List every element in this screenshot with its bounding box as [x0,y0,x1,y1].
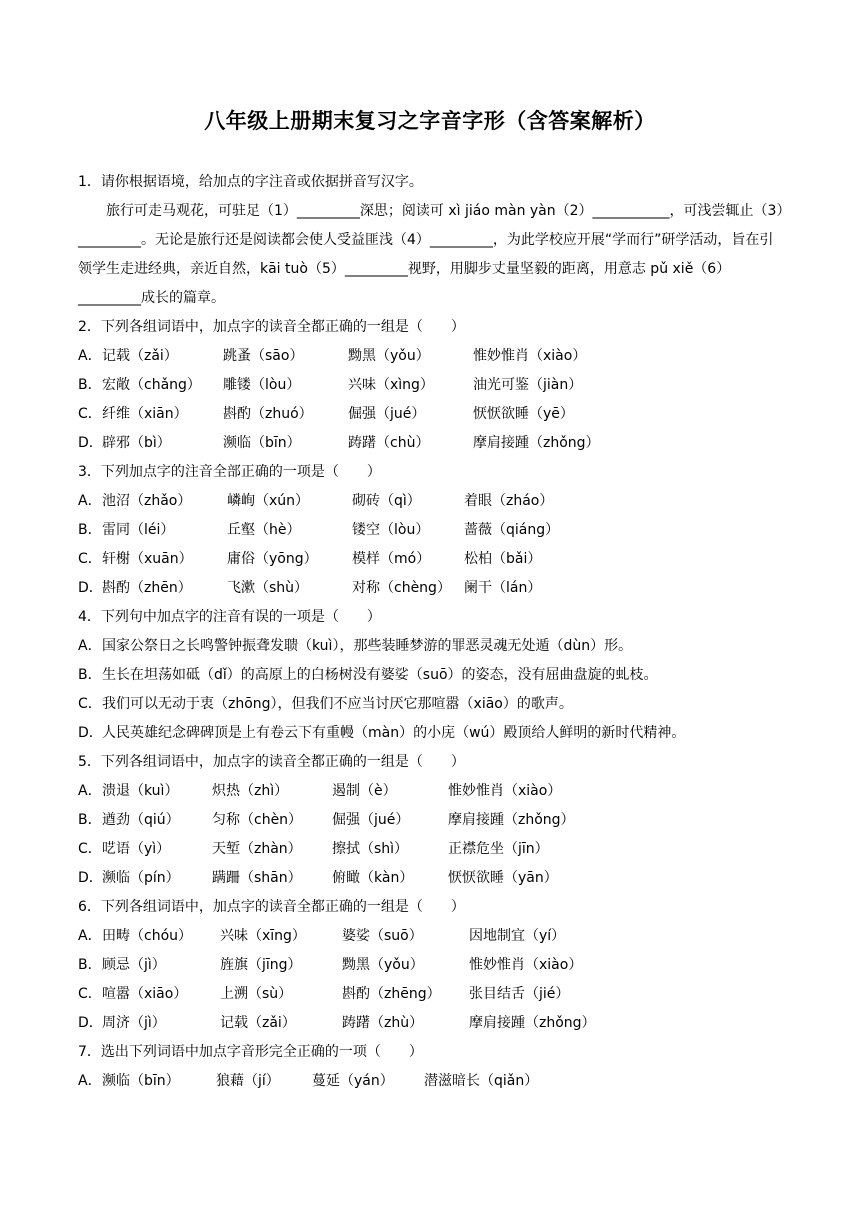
word-item: 跳蚤（sāo） [223,348,304,364]
q4-option-b [78,661,784,690]
word-item: 记载（zǎi） [220,1015,296,1031]
option-label: C． [78,551,102,567]
word-item: 喧嚣（xiāo） [102,986,188,1002]
word-item: 惟妙惟肖（xiào） [448,783,562,799]
word-item: 倔强（jué） [348,406,426,422]
word-item: 池沼（zhǎo） [102,493,192,509]
option-label: D． [78,725,103,741]
word-item: 辟邪（bì） [102,435,171,451]
word-item: 恹恹欲睡（yē） [473,406,574,422]
word-item: 摩肩接踵（zhǒng） [469,1015,596,1031]
word-item: 婆娑（suō） [342,928,423,944]
q7-option-a [78,1067,784,1096]
word-item: 松柏（bǎi） [464,551,542,567]
word-item: 俯瞰（kàn） [332,870,414,886]
word-item: 蔷薇（qiáng） [464,522,560,538]
q2-option-a [78,342,784,371]
word-item: 正襟危坐（jīn） [448,841,549,857]
word-item: 濒临（bīn） [223,435,301,451]
q1-paragraph: 旅行可走马观花，可驻足（1）_________深思；阅读可 xì jiáo màn yàn（2）___________，可浅尝辄止（3）_________。无论是旅行还是阅读都会使人受益匪浅（4）_________，为此学校应开展“学而行”研学活动，旨在引领学生走进经典，亲近自然，kāi tuò（5）_________视野，用脚步丈量坚毅的距离，用意志 pǔ xiě（6）_________成长的篇章。 [78,203,784,306]
word-item: 遏制（è） [332,783,397,799]
word-item: 踌躇（zhù） [342,1015,424,1031]
q2-option-d [78,429,784,458]
sentence-text: 人民英雄纪念碑碑顶是上有卷云下有重幔（màn）的小庑（wú）殿顶给人鲜明的新时代精神。 [102,725,686,741]
option-label: A． [78,348,102,364]
word-item: 炽热（zhì） [212,783,289,799]
word-item: 呓语（yì） [102,841,171,857]
word-item: 上溯（sù） [220,986,293,1002]
option-label: A． [78,493,102,509]
word-item: 庸俗（yōng） [227,551,318,567]
word-item: 倔强（jué） [332,812,410,828]
q5-stem: 5．下列各组词语中，加点字的读音全都正确的一组是（ ） [78,754,465,770]
q4-option-a [78,632,784,661]
option-label: C． [78,696,102,712]
q6-option-c [78,980,784,1009]
word-item: 黝黑（yǒu） [348,348,430,364]
word-item: 潜滋暗长（qiǎn） [424,1073,539,1089]
q2-stem: 2．下列各组词语中，加点字的读音全都正确的一组是（ ） [78,319,465,335]
option-label: B． [78,957,102,973]
option-label: C． [78,406,102,422]
word-item: 擦拭（shì） [332,841,409,857]
word-item: 踌躇（chù） [348,435,430,451]
q3-option-d [78,574,784,603]
word-item: 张目结舌（jié） [469,986,570,1002]
sentence-text: 国家公祭日之长鸣警钟振聋发聩（kuì），那些装睡梦游的罪恶灵魂无处遁（dùn）形。 [102,638,633,654]
option-label: A． [78,783,102,799]
word-item: 阑干（lán） [464,580,542,596]
q4-stem: 4．下列句中加点字的注音有误的一项是（ ） [78,609,381,625]
q4-option-d [78,719,784,748]
option-label: D． [78,435,103,451]
q3-option-c [78,545,784,574]
option-label: D． [78,1015,103,1031]
option-label: D． [78,870,103,886]
option-label: A． [78,928,102,944]
word-item: 砌砖（qì） [352,493,421,509]
word-item: 兴味（xìng） [348,377,434,393]
word-item: 斟酌（zhuó） [223,406,313,422]
word-item: 溃退（kuì） [102,783,179,799]
word-item: 旌旗（jīng） [220,957,302,973]
word-item: 惟妙惟肖（xiào） [473,348,587,364]
q1-stem: 1．请你根据语境，给加点的字注音或依据拼音写汉字。 [78,174,423,190]
word-item: 周济（jì） [102,1015,166,1031]
word-item: 天堑（zhàn） [212,841,302,857]
word-item: 狼藉（jí） [216,1073,280,1089]
q6-stem: 6．下列各组词语中，加点字的读音全都正确的一组是（ ） [78,899,465,915]
word-item: 濒临（pín） [102,870,180,886]
q5-option-b [78,806,784,835]
word-item: 匀称（chèn） [212,812,303,828]
document-body [78,168,784,1096]
q7-stem: 7．选出下列词语中加点字音形完全正确的一项（ ） [78,1044,423,1060]
word-item: 惟妙惟肖（xiào） [469,957,583,973]
word-item: 油光可鉴（jiàn） [473,377,583,393]
word-item: 因地制宜（yí） [469,928,566,944]
option-label: B． [78,667,102,683]
word-item: 顾忌（jì） [102,957,166,973]
q2-option-b [78,371,784,400]
word-item: 着眼（zháo） [464,493,554,509]
option-label: C． [78,841,102,857]
word-item: 记载（zǎi） [102,348,178,364]
word-item: 对称（chèng） [352,580,451,596]
q3-stem: 3．下列加点字的注音全部正确的一项是（ ） [78,464,381,480]
option-label: D． [78,580,103,596]
word-item: 摩肩接踵（zhǒng） [473,435,600,451]
word-item: 雷同（léi） [102,522,175,538]
q3-option-a [78,487,784,516]
word-item: 濒临（bīn） [102,1073,180,1089]
word-item: 蹒跚（shān） [212,870,302,886]
word-item: 黝黑（yǒu） [342,957,424,973]
word-item: 田畴（chóu） [102,928,193,944]
option-label: B． [78,812,102,828]
word-item: 宏敞（chǎng） [102,377,201,393]
word-item: 轩榭（xuān） [102,551,193,567]
word-item: 摩肩接踵（zhǒng） [448,812,575,828]
option-label: B． [78,377,102,393]
q2-option-c [78,400,784,429]
word-item: 纤维（xiān） [102,406,188,422]
q5-option-d [78,864,784,893]
word-item: 蔓延（yán） [312,1073,394,1089]
q6-option-b [78,951,784,980]
word-item: 模样（mó） [352,551,431,567]
q4-option-c [78,690,784,719]
word-item: 雕镂（lòu） [223,377,301,393]
word-item: 兴味（xīng） [220,928,306,944]
word-item: 镂空（lòu） [352,522,430,538]
q6-option-a [78,922,784,951]
q5-option-a [78,777,784,806]
sentence-text: 我们可以无动于衷（zhōng），但我们不应当讨厌它那喧嚣（xiāo）的歌声。 [102,696,573,712]
option-label: C． [78,986,102,1002]
option-label: A． [78,638,102,654]
word-item: 丘壑（hè） [227,522,301,538]
word-item: 飞漱（shù） [227,580,309,596]
option-label: B． [78,522,102,538]
word-item: 遒劲（qiú） [102,812,180,828]
word-item: 斟酌（zhēn） [102,580,192,596]
word-item: 嶙峋（xún） [227,493,310,509]
sentence-text: 生长在坦荡如砥（dǐ）的高原上的白杨树没有婆娑（suō）的姿态，没有屈曲盘旋的虬枝。 [102,667,658,683]
q5-option-c [78,835,784,864]
q6-option-d [78,1009,784,1038]
document-title: 八年级上册期末复习之字音字形（含答案解析） [204,109,656,133]
word-item: 斟酌（zhēng） [342,986,441,1002]
q3-option-b [78,516,784,545]
word-item: 恹恹欲睡（yān） [448,870,558,886]
option-label: A． [78,1073,102,1089]
